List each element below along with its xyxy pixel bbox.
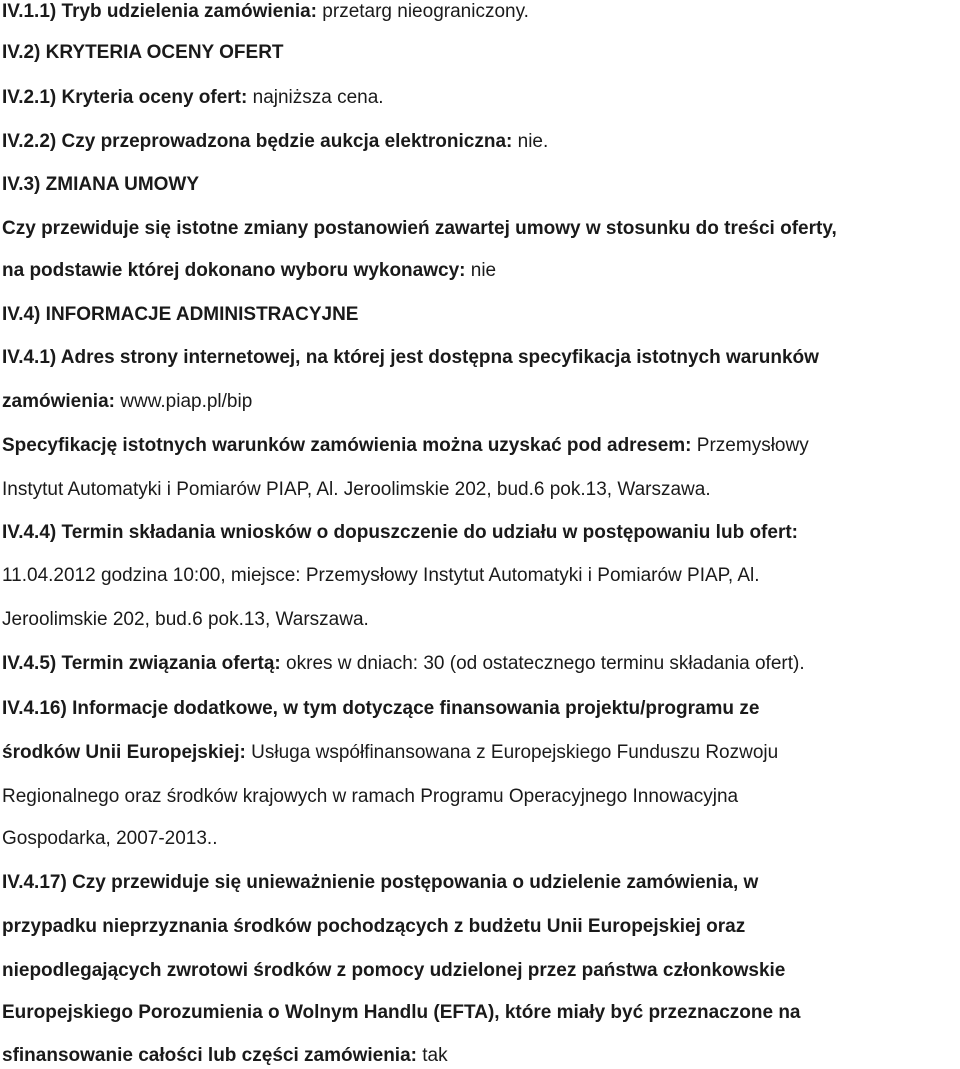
value-specyfikacja-cont: Instytut Automatyki i Pomiarów PIAP, Al. Jeroolimskie 202, bud.6 pok.13, Warszawa. <box>2 479 711 500</box>
value-informacje-dodatkowe-end: Gospodarka, 2007-2013.. <box>2 828 218 849</box>
heading-text: IV.3) ZMIANA UMOWY <box>2 174 200 195</box>
value-uniewaznienie: tak <box>416 1045 448 1066</box>
label-tryb-udzielenia: IV.1.1) Tryb udzielenia zamówienia: <box>2 1 318 22</box>
line-adres-strony-1 <box>2 345 819 371</box>
label-zmiany-postanowien: Czy przewiduje się istotne zmiany postanowień zawartej umowy w stosunku do treści oferty, <box>2 218 837 239</box>
line-specyfikacja-1 <box>2 433 809 459</box>
label-adres-strony-cont: zamówienia: <box>2 391 115 412</box>
heading-text: IV.2) KRYTERIA OCENY OFERT <box>2 42 284 63</box>
label-uniewaznienie-cont-1: przypadku nieprzyznania środków pochodzących z budżetu Unii Europejskiej oraz <box>2 916 746 937</box>
line-informacje-dodatkowe-4 <box>2 826 218 852</box>
label-uniewaznienie-cont-2: niepodlegających zwrotowi środków z pomocy udzielonej przez państwa członkowskie <box>2 960 786 981</box>
value-informacje-dodatkowe: Usługa współfinansowana z Europejskiego Funduszu Rozwoju <box>245 742 779 763</box>
line-tryb-udzielenia <box>2 0 529 25</box>
value-termin-skladania: 11.04.2012 godzina 10:00, miejsce: Przemysłowy Instytut Automatyki i Pomiarów PIAP, Al. <box>2 565 760 586</box>
line-kryteria-oceny <box>2 85 384 111</box>
line-termin-skladania <box>2 520 798 546</box>
line-zmiany-postanowien-1 <box>2 216 837 242</box>
line-uniewaznienie-3 <box>2 958 785 984</box>
label-informacje-dodatkowe: IV.4.16) Informacje dodatkowe, w tym dotyczące finansowania projektu/programu ze <box>2 698 760 719</box>
line-uniewaznienie-2 <box>2 914 745 940</box>
label-uniewaznienie-cont-3: Europejskiego Porozumienia o Wolnym Handlu (EFTA), które miały być przeznaczone na <box>2 1002 801 1023</box>
label-uniewaznienie: IV.4.17) Czy przewiduje się unieważnienie postępowania o udzielenie zamówienia, w <box>2 872 759 893</box>
label-termin-zwiazania: IV.4.5) Termin związania ofertą: <box>2 653 281 674</box>
line-aukcja-elektroniczna <box>2 129 548 155</box>
line-adres-strony-2 <box>2 389 252 415</box>
label-specyfikacja: Specyfikację istotnych warunków zamówienia można uzyskać pod adresem: <box>2 435 692 456</box>
label-informacje-dodatkowe-cont: środków Unii Europejskiej: <box>2 742 246 763</box>
label-aukcja: IV.2.2) Czy przeprowadzona będzie aukcja elektroniczna: <box>2 131 513 152</box>
line-specyfikacja-2 <box>2 477 711 503</box>
label-termin-skladania: IV.4.4) Termin składania wniosków o dopuszczenie do udziału w postępowaniu lub ofert: <box>2 522 798 543</box>
line-termin-zwiazania <box>2 651 805 677</box>
line-zmiany-postanowien-2 <box>2 258 496 284</box>
value-adres-strony: www.piap.pl/bip <box>114 391 253 412</box>
line-uniewaznienie-5 <box>2 1043 448 1069</box>
value-kryteria-oceny: najniższa cena. <box>247 87 384 108</box>
line-uniewaznienie-1 <box>2 870 758 896</box>
value-informacje-dodatkowe-cont: Regionalnego oraz środków krajowych w ramach Programu Operacyjnego Innowacyjna <box>2 786 739 807</box>
value-termin-skladania-cont: Jeroolimskie 202, bud.6 pok.13, Warszawa. <box>2 609 369 630</box>
heading-kryteria-oceny-ofert <box>2 40 284 66</box>
line-informacje-dodatkowe-2 <box>2 740 778 766</box>
label-adres-strony: IV.4.1) Adres strony internetowej, na której jest dostępna specyfikacja istotnych warunków <box>2 347 819 368</box>
value-specyfikacja: Przemysłowy <box>691 435 809 456</box>
label-uniewaznienie-cont-4: sfinansowanie całości lub części zamówienia: <box>2 1045 417 1066</box>
line-uniewaznienie-4 <box>2 1000 801 1026</box>
label-zmiany-postanowien-cont: na podstawie której dokonano wyboru wykonawcy: <box>2 260 466 281</box>
value-aukcja: nie. <box>512 131 549 152</box>
heading-informacje-administracyjne <box>2 302 358 328</box>
line-informacje-dodatkowe-1 <box>2 696 759 722</box>
line-informacje-dodatkowe-3 <box>2 784 738 810</box>
heading-text: IV.4) INFORMACJE ADMINISTRACYJNE <box>2 304 359 325</box>
value-zmiany-postanowien: nie <box>465 260 497 281</box>
line-termin-skladania-value-1 <box>2 563 760 589</box>
heading-zmiana-umowy <box>2 172 199 198</box>
label-kryteria-oceny: IV.2.1) Kryteria oceny ofert: <box>2 87 248 108</box>
value-tryb-udzielenia: przetarg nieograniczony. <box>317 1 529 22</box>
line-termin-skladania-value-2 <box>2 607 369 633</box>
value-termin-zwiazania: okres w dniach: 30 (od ostatecznego terminu składania ofert). <box>280 653 805 674</box>
